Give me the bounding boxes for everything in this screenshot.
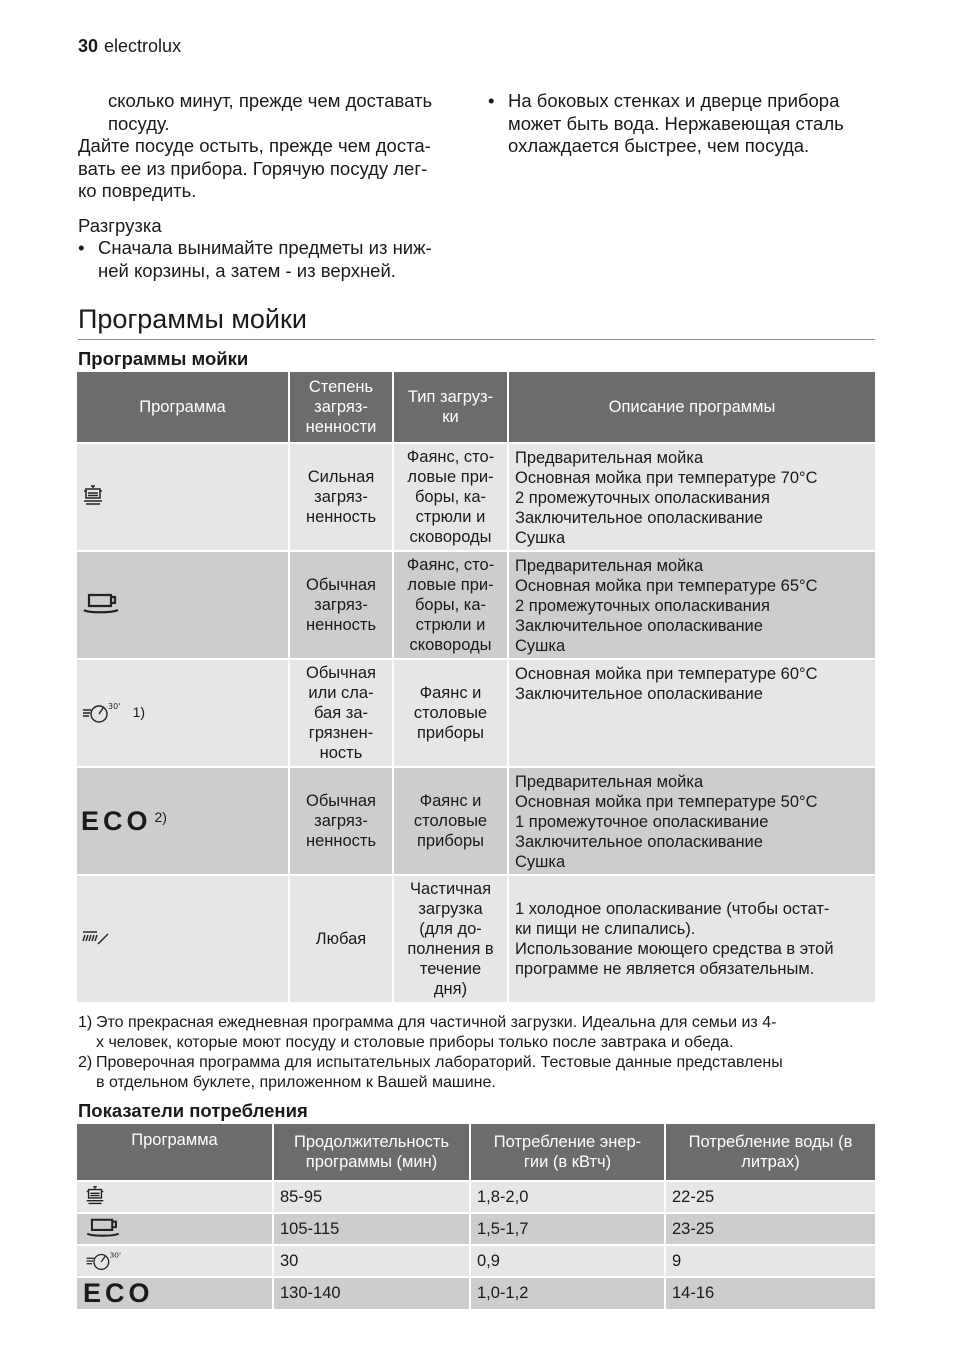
section-title: Программы мойки — [78, 304, 307, 334]
description-cell: 1 холодное ополаскивание (чтобы остат- ки пищи не слипались). Использование моющего средства в этой программе не является обязательным. — [509, 874, 875, 1002]
program-cell — [77, 1276, 272, 1309]
table-row — [77, 658, 875, 766]
page-number: 30 — [78, 36, 99, 56]
eco-icon: ECO — [83, 1278, 154, 1308]
programs-table-title: Программы мойки — [78, 348, 249, 369]
text-line: охлаждается быстрее, чем посуда. — [508, 135, 810, 156]
col-header-soil: Степень загряз- ненности — [290, 372, 392, 442]
section-divider — [78, 339, 875, 340]
normal-cup-icon — [81, 592, 121, 618]
water-cell: 23-25 — [666, 1212, 875, 1244]
col-header-duration: Продолжительность программы (мин) — [274, 1124, 469, 1180]
table-row — [77, 874, 875, 1002]
program-cell — [77, 1212, 272, 1244]
program-cell — [77, 550, 288, 658]
description-cell: Предварительная мойка Основная мойка при температуре 70°C 2 промежуточных ополаскивания Заключительное ополаскивание Сушка — [509, 442, 875, 550]
brand-name: electrolux — [104, 36, 182, 56]
bullet-icon: • — [488, 90, 495, 111]
description-cell: Предварительная мойка Основная мойка при температуре 65°C 2 промежуточных ополаскивания Заключительное ополаскивание Сушка — [509, 550, 875, 658]
program-cell — [77, 658, 288, 766]
load-cell: Частичная загрузка (для до- полнения в течение дня) — [394, 874, 507, 1002]
table-row — [77, 1180, 875, 1212]
table-row — [77, 1244, 875, 1276]
duration-cell: 30 — [274, 1244, 469, 1276]
cooling-paragraph — [78, 135, 478, 203]
water-cell: 14-16 — [666, 1276, 875, 1309]
table-row — [77, 766, 875, 874]
table-row — [77, 550, 875, 658]
text-line: ко повредить. — [78, 180, 197, 201]
text-line: Сначала вынимайте предметы из ниж- — [98, 237, 432, 258]
intensive-pot-icon — [83, 1185, 107, 1209]
program-cell — [77, 766, 288, 874]
unload-bullet — [78, 237, 478, 282]
text-line: Дайте посуде остыть, прежде чем доста- — [78, 135, 431, 156]
program-cell — [77, 1244, 272, 1276]
right-column — [488, 90, 888, 158]
soil-cell: Обычная загряз- ненность — [290, 550, 392, 658]
energy-cell: 0,9 — [471, 1244, 664, 1276]
text-line: может быть вода. Нержавеющая сталь — [508, 112, 844, 134]
soil-cell: Любая — [290, 874, 392, 1002]
consumption-table-title: Показатели потребления — [78, 1100, 308, 1121]
svg-text:30': 30' — [108, 702, 121, 711]
energy-cell: 1,5-1,7 — [471, 1212, 664, 1244]
footnote-2: 2) Проверочная программа для испытательных лабораторий. Тестовые данные представлены в отдельном буклете, приложенном к Вашей машине. — [78, 1054, 783, 1091]
water-cell: 9 — [666, 1244, 875, 1276]
consumption-header-row — [77, 1124, 875, 1180]
program-cell — [77, 874, 288, 1002]
duration-cell: 85-95 — [274, 1180, 469, 1212]
load-cell: Фаянс и столовые приборы — [394, 658, 507, 766]
footnote-1: 1) Это прекрасная ежедневная программа для частичной загрузки. Идеальна для семьи из 4- х человек, которые моют посуду и столовые приборы только после завтрака и обеда. — [78, 1014, 777, 1051]
text-line: вать ее из прибора. Горячую посуду лег- — [78, 157, 428, 179]
footnotes — [78, 1013, 878, 1093]
load-cell: Фаянс, сто- ловые при- боры, ка- стрюли и сковороды — [394, 442, 507, 550]
energy-cell: 1,8-2,0 — [471, 1180, 664, 1212]
description-cell: Основная мойка при температуре 60°C Заключительное ополаскивание — [509, 658, 875, 766]
programs-table — [75, 372, 877, 1002]
program-cell — [77, 1180, 272, 1212]
normal-cup-icon — [83, 1217, 123, 1241]
table-row — [77, 1212, 875, 1244]
page-header — [78, 36, 181, 57]
text-line: На боковых стенках и дверце прибора — [508, 90, 840, 111]
unload-title: Разгрузка — [78, 214, 162, 236]
energy-cell: 1,0-1,2 — [471, 1276, 664, 1309]
steel-bullet — [488, 90, 888, 158]
table-row — [77, 442, 875, 550]
duration-cell: 105-115 — [274, 1212, 469, 1244]
svg-text:30': 30' — [109, 1250, 122, 1260]
intensive-pot-icon — [81, 484, 105, 510]
text-line: ней корзины, а затем - из верхней. — [98, 259, 396, 281]
description-cell: Предварительная мойка Основная мойка при температуре 50°C 1 промежуточное ополаскивание Заключительное ополаскивание Сушка — [509, 766, 875, 874]
consumption-table — [75, 1124, 877, 1309]
duration-cell: 130-140 — [274, 1276, 469, 1309]
footnote-ref: 1) — [132, 704, 146, 721]
left-column — [78, 90, 478, 282]
programs-header-row — [77, 372, 875, 442]
footnote-ref: 2) — [154, 809, 167, 825]
program-cell — [77, 442, 288, 550]
soil-cell: Обычная загряз- ненность — [290, 766, 392, 874]
soil-cell: Обычная или сла- бая за- грязнен- ность — [290, 658, 392, 766]
soil-cell: Сильная загряз- ненность — [290, 442, 392, 550]
col-header-load: Тип загруз- ки — [394, 372, 507, 442]
col-header-program: Программа — [77, 372, 288, 442]
eco-icon: ECO — [81, 806, 152, 836]
water-cell: 22-25 — [666, 1180, 875, 1212]
col-header-description: Описание программы — [509, 372, 875, 442]
load-cell: Фаянс и столовые приборы — [394, 766, 507, 874]
bullet-icon: • — [78, 237, 85, 258]
col-header-water: Потребление воды (в литрах) — [666, 1124, 875, 1180]
load-cell: Фаянс, сто- ловые при- боры, ка- стрюли и сковороды — [394, 550, 507, 658]
col-header-energy: Потребление энер- гии (в кВтч) — [471, 1124, 664, 1180]
paragraph-continuation: сколько минут, прежде чем доставать посуду. — [108, 90, 433, 134]
prewash-shower-icon — [81, 926, 111, 952]
quick-30-icon — [83, 1249, 127, 1273]
quick-30-icon — [81, 700, 125, 726]
table-row — [77, 1276, 875, 1309]
col-header-program: Программа — [77, 1124, 272, 1180]
